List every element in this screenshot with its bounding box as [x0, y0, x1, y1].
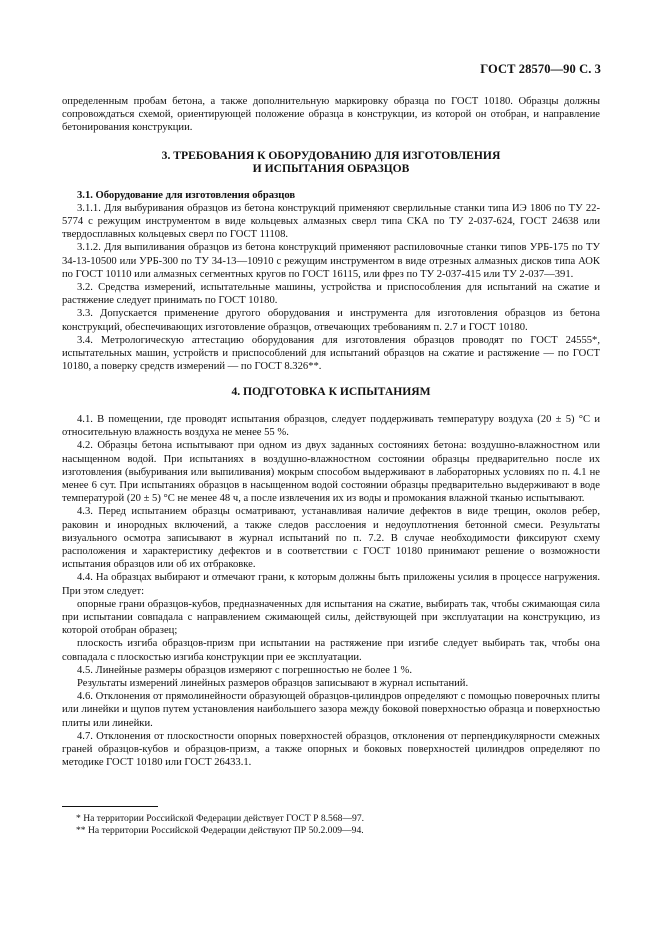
paragraph-3-3: 3.3. Допускается применение другого оборудования и инструмента для изготовления образцов из бетона конструкций, обеспечивающих изготовление образцов, отвечающих требованиям п. 2.7 и ГОСТ 10180. — [62, 308, 600, 333]
paragraph-4-4-item-a: опорные грани образцов-кубов, предназначенных для испытания на сжатие, выбирать так, чтобы сжимающая сила при испытании совпадала с направлением сжимающей силы, действующей при эксплуатации на конструкцию, из которой отобран образец; — [62, 598, 600, 637]
footnote-2: ** На территории Российской Федерации действуют ПР 50.2.009—94. — [76, 825, 364, 836]
paragraph-3-1-1: 3.1.1. Для выбуривания образцов из бетона конструкций применяют сверлильные станки типа ИЭ 1806 по ТУ 22-5774 с режущим инструментом в виде кольцевых алмазных сверл типа СКА по ТУ 2-037-624, ГОСТ 24638 или твердосплавных кольцевых сверл по ГОСТ 11108. — [62, 202, 600, 241]
subsection-3-1-heading: 3.1. Оборудование для изготовления образцов — [77, 189, 296, 201]
paragraph-4-5: 4.5. Линейные размеры образцов измеряют с погрешностью не более 1 %. — [77, 664, 412, 676]
section-3-heading — [62, 149, 600, 176]
paragraph-3-2: 3.2. Средства измерений, испытательные машины, устройства и приспособления для испытаний на сжатие и растяжение следует принимать по ГОСТ 10180. — [62, 282, 600, 307]
paragraph-4-7: 4.7. Отклонения от плоскостности опорных поверхностей образцов, отклонения от перпендикулярности смежных граней образцов-кубов и образцов-призм, а также опорных и боковых поверхностей цилиндров определяют по методике ГОСТ 10180 или ГОСТ 26433.1. — [62, 730, 600, 769]
section-3-heading-line2: И ИСПЫТАНИЯ ОБРАЗЦОВ — [252, 162, 410, 176]
paragraph-4-1: 4.1. В помещении, где проводят испытания образцов, следует поддерживать температуру воздуха (20 ± 5) °С и относительную влажность воздуха не менее 55 %. — [62, 413, 600, 439]
page-body — [62, 95, 600, 769]
paragraph-3-1-2: 3.1.2. Для выпиливания образцов из бетона конструкций применяют распиловочные станки типов УРБ-175 по ТУ 34-13-10500 или УРБ-300 по ТУ 34-13—10910 с режущим инструментом в виде отрезных алмазных дисков типа АОК по ГОСТ 10110 или алмазных сегментных кругов по ГОСТ 16115, или фрез по ТУ 2-037-415 или ТУ 2-037—391. — [62, 242, 600, 280]
page-header: ГОСТ 28570—90 С. 3 — [480, 62, 601, 76]
paragraph-4-2: 4.2. Образцы бетона испытывают при одном из двух заданных состояниях бетона: воздушно-влажностном или насыщенном водой. При испытаниях в воздушно-влажностном состоянии образцы предварительно после их изготовления (выбуривания или выпиливания) мокрым способом выдерживают в лабораторных условиях по п. 4.1 не менее 6 сут. При испытаниях образцов в насыщенном водой состоянии образцы предварительно выдерживают в воде температурой (20 ± 5) °С не менее 48 ч, а после извлечения их из воды и промокания влажной тканью испытывают. — [62, 440, 600, 505]
paragraph-4-6: 4.6. Отклонения от прямолинейности образующей образцов-цилиндров определяют с помощью поверочных плиты или линейки и щупов путем установления наибольшего зазора между боковой поверхностью образца и поверхностью плиты или линейки. — [62, 691, 600, 729]
intro-paragraph: определенным пробам бетона, а также дополнительную маркировку образца по ГОСТ 10180. Образцы должны сопровождаться схемой, ориентирующей положение образца в конструкции, из которой он отобран, и направление бетонирования конструкции. — [62, 96, 600, 134]
section-4-heading: 4. ПОДГОТОВКА К ИСПЫТАНИЯМ — [231, 385, 431, 399]
paragraph-4-4-item-b: плоскость изгиба образцов-призм при испытании на растяжение при изгибе следует выбирать так, чтобы она совпадала с плоскостью изгиба конструкции при ее эксплуатации. — [62, 638, 600, 663]
paragraph-4-5-results: Результаты измерений линейных размеров образцов записывают в журнал испытаний. — [77, 678, 469, 690]
section-3-heading-line1: 3. ТРЕБОВАНИЯ К ОБОРУДОВАНИЮ ДЛЯ ИЗГОТОВЛЕНИЯ — [161, 148, 501, 162]
paragraph-4-4: 4.4. На образцах выбирают и отмечают грани, к которым должны быть приложены усилия в процессе нагружения. При этом следует: — [62, 572, 600, 597]
footnotes — [62, 806, 600, 837]
footnote-divider — [62, 806, 158, 807]
paragraph-3-4: 3.4. Метрологическую аттестацию оборудования для изготовления образцов проводят по ГОСТ 24555*, испытательных машин, устройств и приспособлений для испытаний образцов на сжатие и растяжение — по ГОСТ 10180, а поверку средств измерений — по ГОСТ 8.326**. — [62, 334, 600, 373]
footnote-1: * На территории Российской Федерации действует ГОСТ Р 8.568—97. — [76, 813, 365, 824]
paragraph-4-3: 4.3. Перед испытанием образцы осматривают, устанавливая наличие дефектов в виде трещин, околов ребер, раковин и инородных включений, а также следов расслоения и недоуплотнения бетонной смеси. Результаты визуального осмотра записывают в журнал испытаний по п. 7.2. В случае необходимости фиксируют схему расположения и характеристику дефектов и в соответствии с ГОСТ 10180 принимают решение о возможности испытания образцов или об их отбраковке. — [62, 506, 600, 571]
